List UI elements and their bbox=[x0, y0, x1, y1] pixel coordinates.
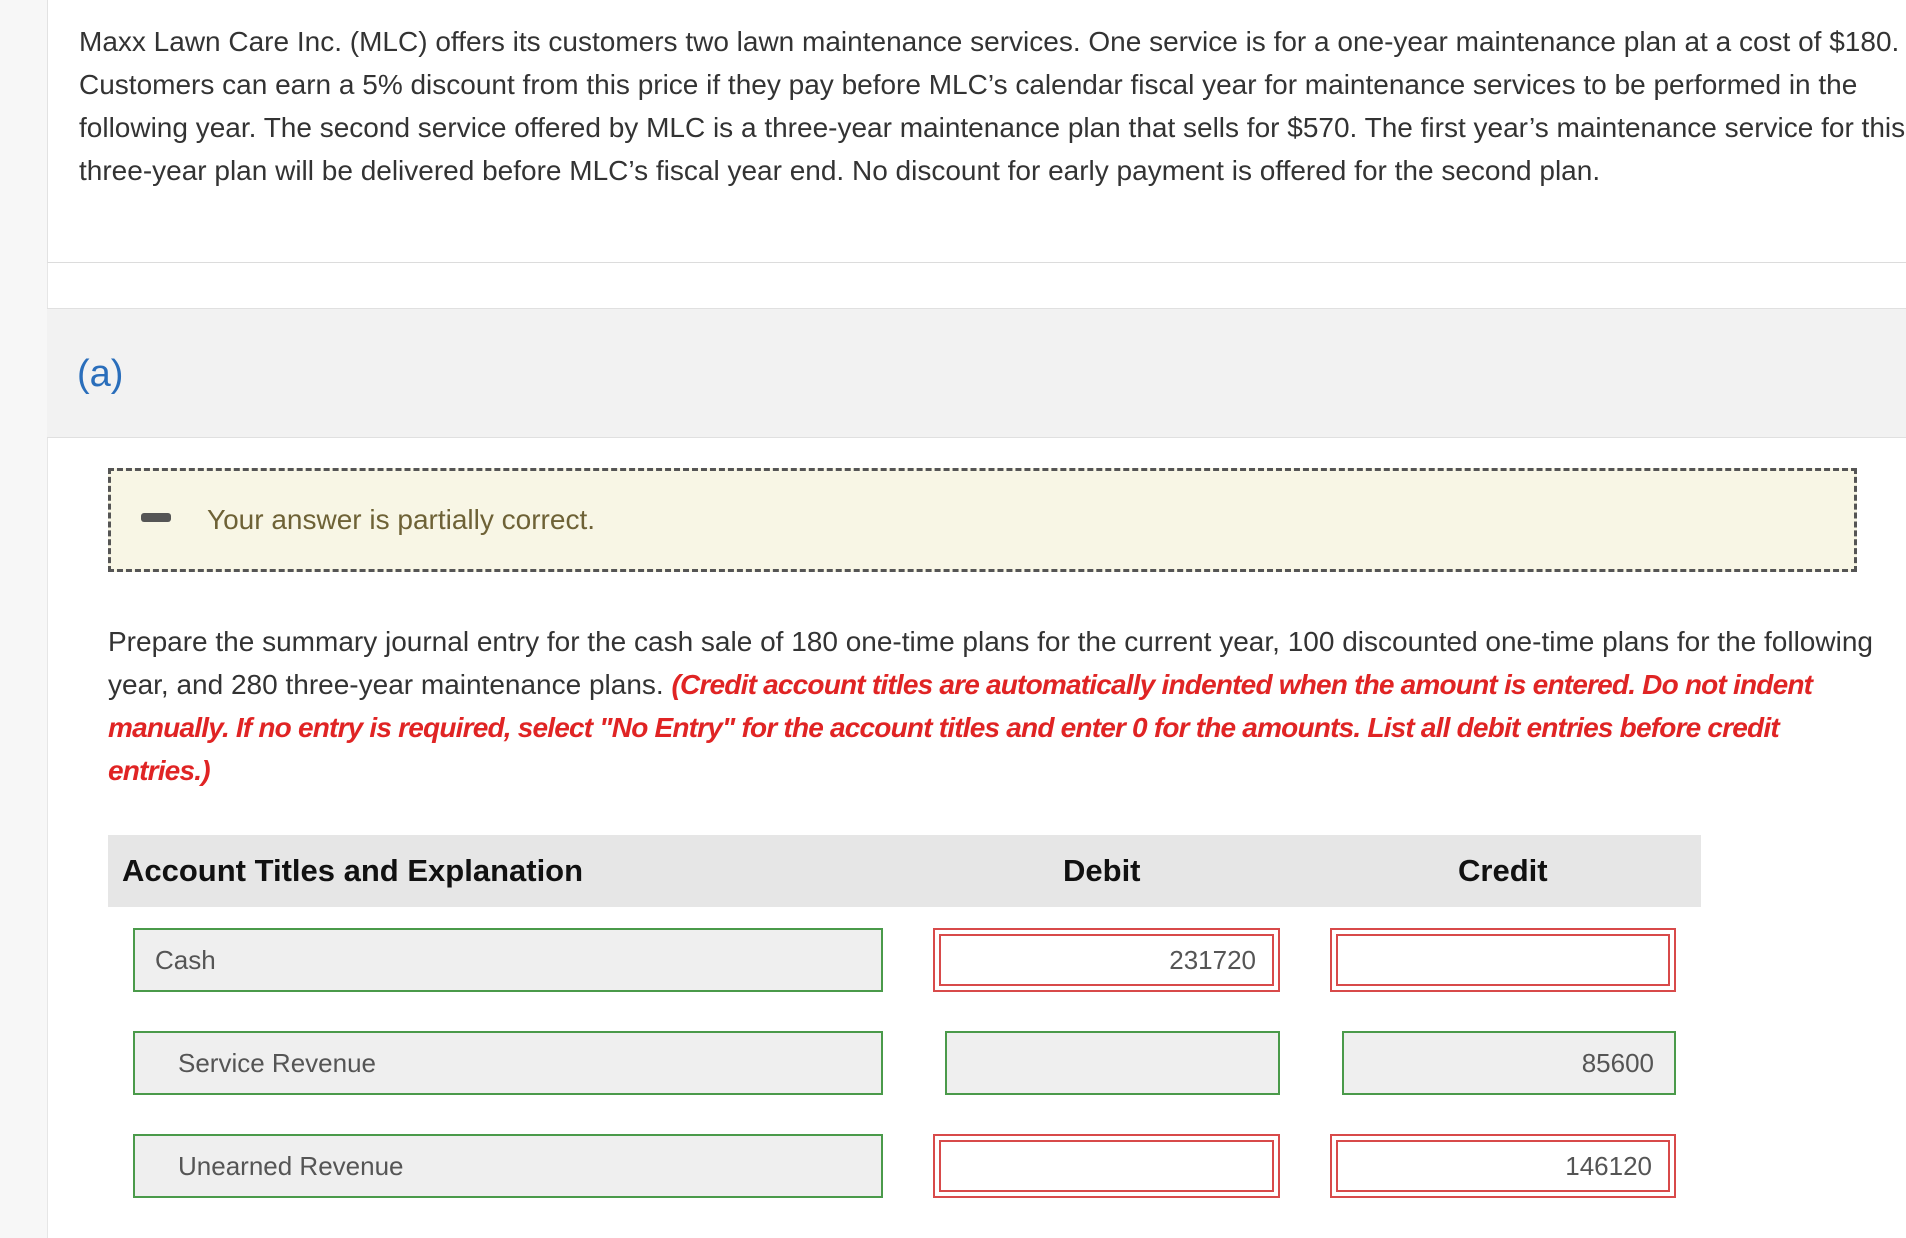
debit-amount-input[interactable] bbox=[939, 1140, 1274, 1192]
account-title-field[interactable]: Service Revenue bbox=[133, 1031, 883, 1095]
part-header bbox=[47, 308, 1906, 438]
account-column-header: Account Titles and Explanation bbox=[122, 853, 584, 888]
debit-amount-field[interactable] bbox=[933, 928, 1280, 992]
instructions-note: (Credit account titles are automatically indented when the amount is entered. Do not indent manually. If no entry is required, select "No Entry" for the account titles and enter 0 for the amounts. List all debit entries before credit entries.) bbox=[108, 669, 1813, 786]
journal-table-header bbox=[108, 835, 1701, 907]
debit-amount-field[interactable] bbox=[933, 1134, 1280, 1198]
debit-amount-input[interactable]: 231720 bbox=[939, 934, 1274, 986]
credit-amount-input[interactable]: 146120 bbox=[1336, 1140, 1670, 1192]
feedback-banner bbox=[108, 468, 1857, 572]
part-label: (a) bbox=[77, 353, 124, 395]
debit-column-header: Debit bbox=[1063, 853, 1141, 888]
problem-card bbox=[47, 0, 1906, 263]
credit-amount-input[interactable] bbox=[1336, 934, 1670, 986]
feedback-message: Your answer is partially correct. bbox=[207, 504, 596, 535]
credit-amount-field[interactable] bbox=[1330, 928, 1676, 992]
minus-icon bbox=[141, 513, 171, 522]
credit-amount-field[interactable]: 85600 bbox=[1342, 1031, 1676, 1095]
debit-amount-field[interactable] bbox=[945, 1031, 1280, 1095]
account-title-field[interactable]: Cash bbox=[133, 928, 883, 992]
problem-statement: Maxx Lawn Care Inc. (MLC) offers its customers two lawn maintenance services. One service is for a one-year maintenance plan at a cost of $180. Customers can earn a 5% discount from this price if they pay before MLC’s calendar fiscal year for maintenance services to be performed in the following year. The second service offered by MLC is a three-year maintenance plan that sells for $570. The first year’s maintenance service for this three-year plan will be delivered before MLC’s fiscal year end. No discount for early payment is offered for the second plan. bbox=[79, 26, 1906, 186]
credit-column-header: Credit bbox=[1458, 853, 1548, 888]
left-gutter bbox=[0, 0, 48, 1238]
credit-amount-field[interactable] bbox=[1330, 1134, 1676, 1198]
instructions-main: Prepare the summary journal entry for the cash sale of 180 one-time plans for the current year, 100 discounted one-time plans for the following year, and 280 three-year maintenance plans. bbox=[108, 626, 1873, 700]
question-instructions bbox=[108, 620, 1878, 792]
account-title-field[interactable]: Unearned Revenue bbox=[133, 1134, 883, 1198]
